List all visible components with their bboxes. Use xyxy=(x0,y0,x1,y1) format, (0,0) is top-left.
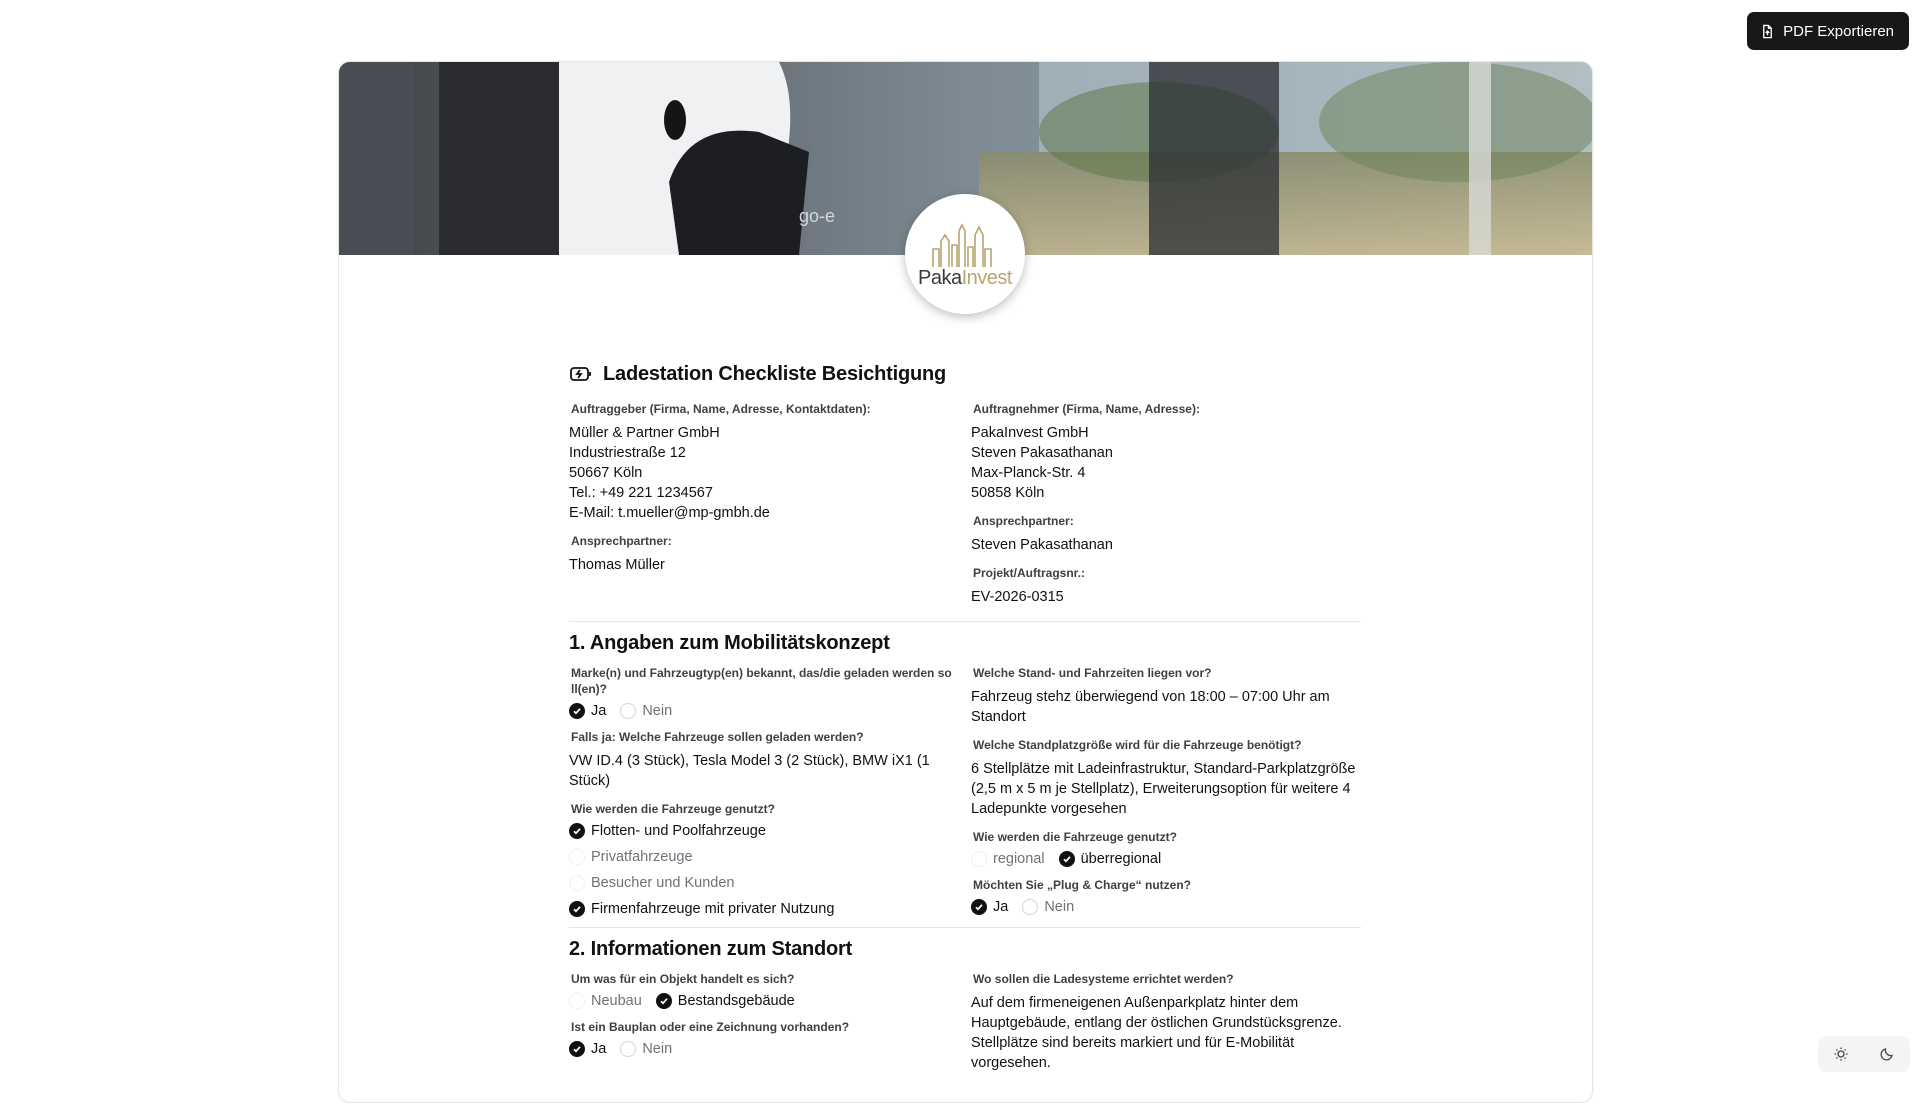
logo-wordmark: PakaInvest xyxy=(918,266,1012,289)
s2-q2-options xyxy=(569,1041,971,1057)
company-logo xyxy=(905,194,1025,314)
s1-q7-options xyxy=(971,899,1361,915)
check-icon xyxy=(974,902,984,912)
project-number-value: EV-2026-0315 xyxy=(971,589,1064,605)
svg-text:go-e: go-e xyxy=(799,206,836,226)
check-icon xyxy=(1062,854,1072,864)
s2-q2-label: Ist ein Bauplan oder eine Zeichnung vorhanden? xyxy=(571,1020,850,1034)
section1-right xyxy=(971,665,1361,925)
contractor-contact-label: Ansprechpartner: xyxy=(973,514,1074,528)
city-skyline-logo-icon xyxy=(925,219,1005,269)
project-number-label: Projekt/Auftragsnr.: xyxy=(973,566,1086,580)
s1-q1-options xyxy=(569,703,971,719)
s1-q3-visitors-option[interactable]: Besucher und Kunden xyxy=(569,875,971,891)
client-contact-value: Thomas Müller xyxy=(569,557,665,573)
s1-q1-no-option[interactable]: Nein xyxy=(620,703,672,719)
s2-q1-label: Um was für ein Objekt handelt es sich? xyxy=(571,972,795,986)
s2-q1-newbuild-option[interactable]: Neubau xyxy=(569,993,642,1009)
s1-q7-no-option[interactable]: Nein xyxy=(1022,899,1074,915)
s2-q3-label: Wo sollen die Ladesysteme errichtet werden? xyxy=(973,972,1234,986)
moon-icon[interactable] xyxy=(1879,1046,1895,1062)
s1-q3-label: Wie werden die Fahrzeuge genutzt? xyxy=(571,802,775,816)
s2-q3-value: Auf dem firmeneigenen Außenparkplatz hinter dem Hauptgebäude, entlang der östlichen Grundstücksgrenze. Stellplätze sind bereits markiert und für E-Mobilität vorgesehen. xyxy=(971,995,1342,1071)
check-icon xyxy=(659,996,669,1006)
s1-q5-label: Welche Standplatzgröße wird für die Fahrzeuge benötigt? xyxy=(973,738,1302,752)
s1-q4-value: Fahrzeug stehz überwiegend von 18:00 – 07:00 Uhr am Standort xyxy=(971,689,1330,725)
section2-left xyxy=(569,971,971,1079)
contractor-address: PakaInvest GmbH Steven Pakasathanan Max-Planck-Str. 4 50858 Köln xyxy=(971,425,1113,501)
checklist-page xyxy=(338,61,1593,1103)
client-label: Auftraggeber (Firma, Name, Adresse, Kontaktdaten): xyxy=(571,402,871,416)
ev-charger-icon xyxy=(569,365,593,383)
contractor-contact-value: Steven Pakasathanan xyxy=(971,537,1113,553)
s1-q3-options xyxy=(569,823,971,917)
s1-q3-company-private-option[interactable]: Firmenfahrzeuge mit privater Nutzung xyxy=(569,901,971,917)
s2-q1-existing-option[interactable]: Bestandsgebäude xyxy=(656,993,795,1009)
s1-q6-regional-option[interactable]: regional xyxy=(971,851,1045,867)
s2-q2-no-option[interactable]: Nein xyxy=(620,1041,672,1057)
client-contact-label: Ansprechpartner: xyxy=(571,534,672,548)
s1-q3-private-option[interactable]: Privatfahrzeuge xyxy=(569,849,971,865)
s1-q7-label: Möchten Sie „Plug & Charge“ nutzen? xyxy=(973,878,1192,892)
title-row xyxy=(569,359,1361,389)
party-info xyxy=(569,401,1361,613)
check-icon xyxy=(572,904,582,914)
s1-q2-label: Falls ja: Welche Fahrzeuge sollen geladen werden? xyxy=(571,730,864,744)
pdf-export-label: PDF Exportieren xyxy=(1783,22,1894,40)
sun-icon[interactable] xyxy=(1833,1046,1849,1062)
contractor-column xyxy=(971,401,1361,613)
section2-grid xyxy=(569,971,1361,1079)
checklist-content xyxy=(569,359,1361,1079)
section1-left xyxy=(569,665,971,925)
s2-q2-yes-option[interactable]: Ja xyxy=(569,1041,606,1057)
page-title: Ladestation Checkliste Besichtigung xyxy=(603,362,947,385)
theme-toggle xyxy=(1818,1036,1910,1072)
s1-q1-yes-option[interactable]: Ja xyxy=(569,703,606,719)
section-divider xyxy=(569,621,1361,622)
check-icon xyxy=(572,706,582,716)
client-address: Müller & Partner GmbH Industriestraße 12 50667 Köln Tel.: +49 221 1234567 E-Mail: t.mueller@mp-gmbh.de xyxy=(569,425,770,521)
section1-grid xyxy=(569,665,1361,925)
check-icon xyxy=(572,826,582,836)
s1-q6-supraregional-option[interactable]: überregional xyxy=(1059,851,1162,867)
client-column xyxy=(569,401,971,613)
s2-q1-options xyxy=(569,993,971,1009)
s1-q1-label: Marke(n) und Fahrzeugtyp(en) bekannt, das/die geladen werden so ll(en)? xyxy=(571,666,952,696)
s1-q7-yes-option[interactable]: Ja xyxy=(971,899,1008,915)
section-divider xyxy=(569,927,1361,928)
pdf-export-button[interactable] xyxy=(1747,12,1909,50)
section2-heading: 2. Informationen zum Standort xyxy=(569,938,853,960)
s1-q6-label: Wie werden die Fahrzeuge genutzt? xyxy=(973,830,1177,844)
s1-q4-label: Welche Stand- und Fahrzeiten liegen vor? xyxy=(973,666,1212,680)
section2-right xyxy=(971,971,1361,1079)
file-export-icon xyxy=(1760,24,1775,39)
s1-q6-options xyxy=(971,851,1361,867)
s1-q3-fleet-option[interactable]: Flotten- und Poolfahrzeuge xyxy=(569,823,971,839)
check-icon xyxy=(572,1044,582,1054)
section1-heading: 1. Angaben zum Mobilitätskonzept xyxy=(569,632,890,654)
s1-q2-value: VW ID.4 (3 Stück), Tesla Model 3 (2 Stück), BMW iX1 (1 Stück) xyxy=(569,753,930,789)
s1-q5-value: 6 Stellplätze mit Ladeinfrastruktur, Standard-Parkplatzgröße (2,5 m x 5 m je Stellplatz), Erweiterungsoption für weitere 4 Ladepunkte vorgesehen xyxy=(971,761,1356,817)
contractor-label: Auftragnehmer (Firma, Name, Adresse): xyxy=(973,402,1200,416)
